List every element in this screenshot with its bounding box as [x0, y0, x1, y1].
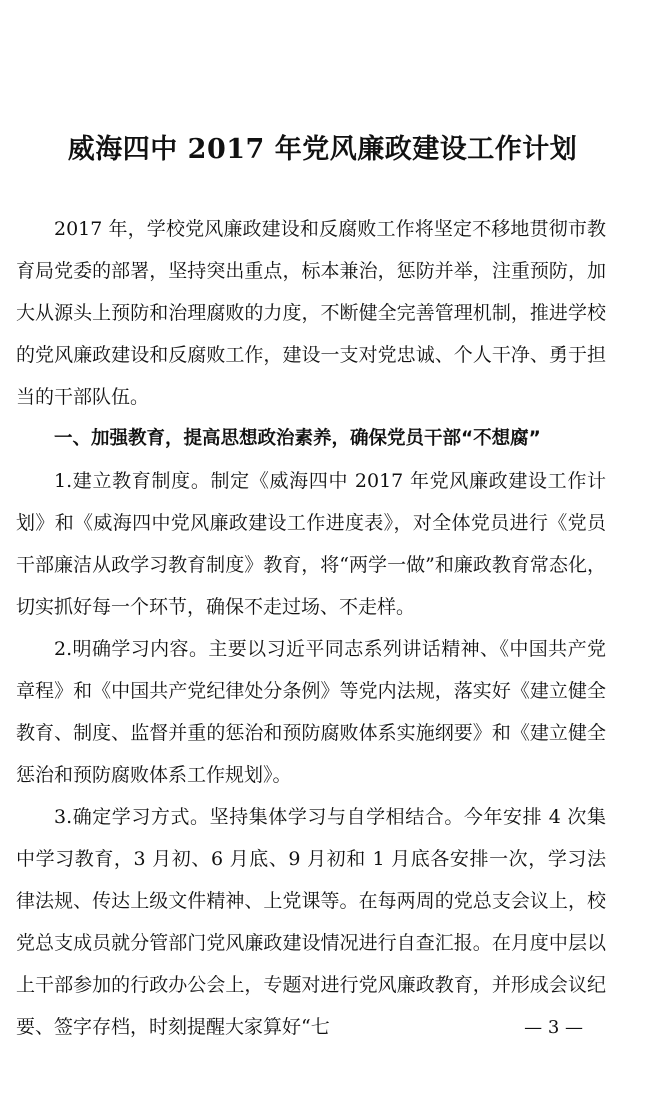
paragraph-intro: 2017 年，学校党风廉政建设和反腐败工作将坚定不移地贯彻市教育局党委的部署，坚持突出重点，标本兼治，惩防并举，注重预防，加大从源头上预防和治理腐败的力度，不断健全完善管理机制，推进学校的党风廉政建设和反腐败工作，建设一支对党忠诚、个人干净、勇于担当的干部队伍。	[16, 218, 606, 408]
document-body	[16, 208, 606, 1048]
document-title: 威海四中 2017 年党风廉政建设工作计划	[67, 134, 578, 165]
paragraph-item-2: 2.明确学习内容。主要以习近平同志系列讲话精神、《中国共产党章程》和《中国共产党纪律处分条例》等党内法规，落实好《建立健全教育、制度、监督并重的惩治和预防腐败体系实施纲要》和《建立健全惩治和预防腐败体系工作规划》。	[16, 638, 606, 786]
paragraph-item-3: 3.确定学习方式。坚持集体学习与自学相结合。今年安排 4 次集中学习教育，3 月初、6 月底、9 月初和 1 月底各安排一次，学习法律法规、传达上级文件精神、上党课等。在每两周的党总支会议上，校党总支成员就分管部门党风廉政建设情况进行自查汇报。在月度中层以上干部参加的行政办公会上，专题对进行党风廉政教育，并形成会议纪要、签字存档，时刻提醒大家算好“七	[16, 806, 606, 1038]
paragraph-item-1: 1.建立教育制度。制定《威海四中 2017 年党风廉政建设工作计划》和《威海四中党风廉政建设工作进度表》，对全体党员进行《党员干部廉洁从政学习教育制度》教育，将“两学一做”和廉政教育常态化，切实抓好每一个环节，确保不走过场、不走样。	[16, 470, 606, 618]
page-number: — 3 —	[524, 1017, 583, 1038]
section-heading-1: 一、加强教育，提高思想政治素养，确保党员干部“不想腐”	[54, 428, 541, 449]
